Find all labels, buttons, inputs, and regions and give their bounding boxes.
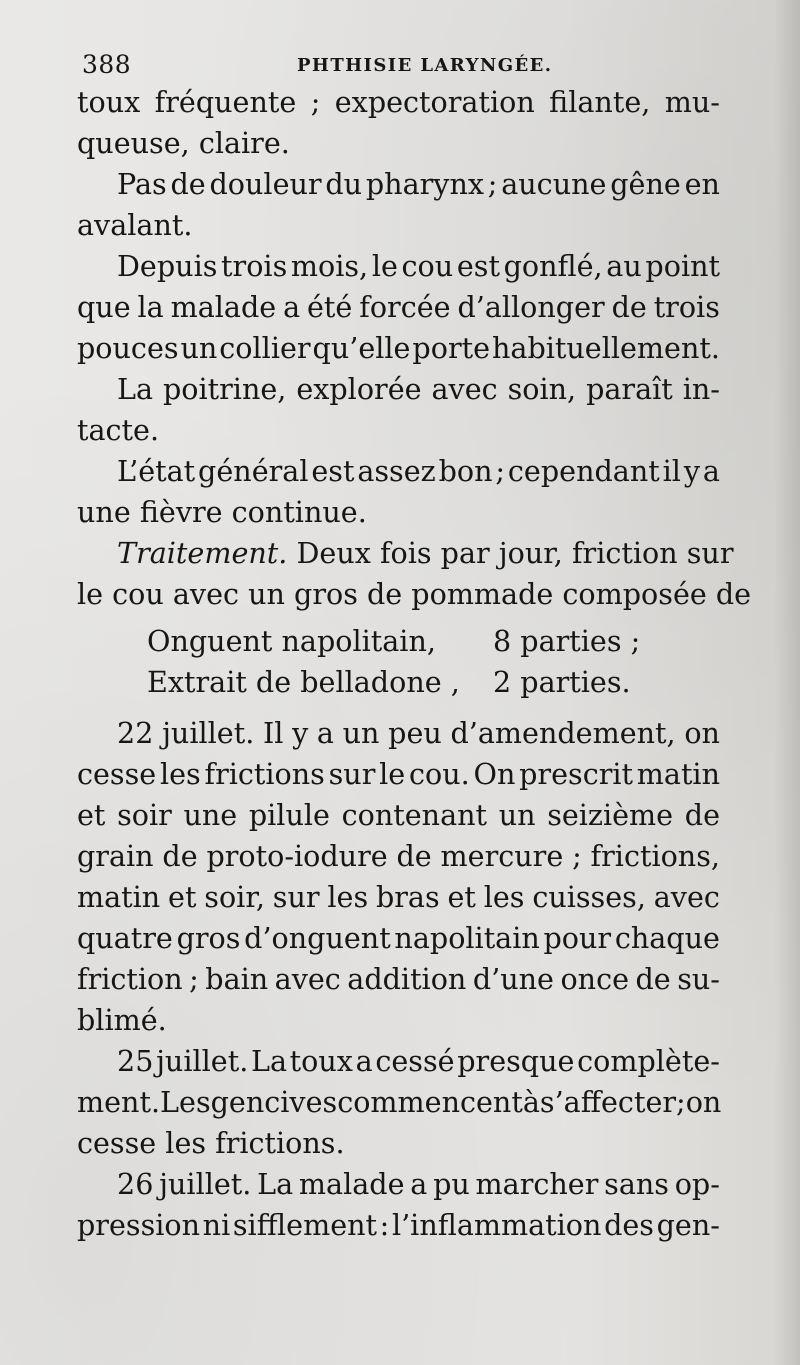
body-text [77,82,752,1246]
word: mu- [664,85,720,119]
treatment-lead: Deux fois par jour, friction sur [296,536,734,570]
word: on [684,716,720,750]
word: toux [77,85,141,119]
word: La [257,1167,294,1201]
word: prescrit [519,757,634,791]
word: paraît [586,372,673,406]
word: a [283,290,301,324]
word: On [473,757,516,791]
page-spine-shadow [774,0,800,1365]
text-line: le cou avec un gros de pommade composée de [77,577,752,611]
text-line [77,533,734,574]
word: juillet. [159,1167,252,1201]
word: su- [677,962,720,996]
word: a [316,716,334,750]
word: L’état [117,454,196,488]
word: d’allonger [457,290,605,324]
word: de [162,839,198,873]
word: a [410,1167,428,1201]
word: les [159,757,201,791]
word: addition [347,962,467,996]
word: La [250,1044,287,1078]
word: assez [357,454,436,488]
text-line [77,369,720,410]
word: en [684,167,720,201]
word: expectoration [334,85,535,119]
word: ni [202,1208,231,1242]
word: le [379,757,406,791]
word: proto-iodure [206,839,388,873]
word: sifflement [232,1208,378,1242]
word: gonflé, [503,249,603,283]
word: ; [572,839,582,873]
word: ; [189,962,199,996]
word: once [560,962,630,996]
word: aucune [501,167,607,201]
text-line [77,877,720,918]
word: gencives [210,1085,338,1119]
word: et [77,798,106,832]
word: à [522,1085,540,1119]
word: pouces [77,331,179,365]
word: un [342,716,380,750]
word: presque [457,1044,575,1078]
word: a [702,454,720,488]
text-line [77,713,720,754]
word: cessé [375,1044,455,1078]
word: in- [682,372,720,406]
word: contenant [341,798,488,832]
word: y [292,716,309,750]
word: est [456,249,500,283]
word: cependant [507,454,660,488]
word: pilule [248,798,330,832]
word: explorée [296,372,422,406]
word: quatre [77,921,173,955]
text-line: tacte. [77,413,160,447]
running-title: PHTHISIE LARYNGÉE. [297,55,553,76]
word: cou. [409,757,470,791]
word: pu [433,1167,470,1201]
text-line [77,246,720,287]
word: porte [412,331,491,365]
word: grain [77,839,154,873]
word: les [327,880,369,914]
text-line [77,82,720,123]
word: trois [221,249,288,283]
word: op- [674,1167,720,1201]
recipe-quantity: 2 parties. [493,665,631,699]
text-line [77,754,720,795]
word: La [117,372,154,406]
word: de [635,962,671,996]
word: napolitain [394,921,540,955]
word: frictions [204,757,325,791]
word: chaque [614,921,720,955]
word: marcher [475,1167,599,1201]
page-number: 388 [82,50,132,79]
word: des [604,1208,654,1242]
word: 22 [117,716,154,750]
text-line: une fièvre continue. [77,495,367,529]
word: la [137,290,164,324]
word: juillet. [162,716,255,750]
word: de [684,798,720,832]
text-line [77,795,720,836]
word: toux [289,1044,353,1078]
word: avec [274,962,341,996]
word: on [685,1085,722,1119]
word: ; [676,1085,686,1119]
word: juillet. [156,1044,249,1078]
word: peu [388,716,442,750]
word: malade [298,1167,405,1201]
word: pression [77,1208,201,1242]
recipe-row [77,621,720,662]
text-line [77,1041,720,1082]
word: un [498,798,536,832]
word: poitrine, [162,372,287,406]
word: l’inflammation [391,1208,602,1242]
text-line [77,1205,720,1246]
word: d’amendement, [450,716,676,750]
word: matin [77,880,161,914]
word: d’onguent [244,921,391,955]
text-line [77,328,720,369]
word: : [379,1208,390,1242]
word: que [77,290,131,324]
word: au [606,249,642,283]
word: soir, [204,880,265,914]
treatment-heading: Traitement. [117,536,288,570]
page-header [82,50,722,82]
word: commencent [337,1085,523,1119]
text-line: queuse, claire. [77,126,290,160]
word: sur [328,757,376,791]
recipe-row [77,662,720,703]
word: frictions, [590,839,720,873]
word: gêne [610,167,681,201]
word: une [183,798,238,832]
word: soin, [507,372,577,406]
word: et [447,880,476,914]
word: Il [262,716,284,750]
word: cuisses, [532,880,646,914]
word: a [355,1044,373,1078]
word: est [311,454,355,488]
word: Pas [117,167,167,201]
text-line [77,287,720,328]
word: friction [77,962,183,996]
word: Les [160,1085,211,1119]
text-line: avalant. [77,208,193,242]
word: avec [653,880,720,914]
word: complète- [577,1044,720,1078]
text-line [77,451,720,492]
text-line: blimé. [77,1003,167,1037]
word: un [180,331,218,365]
text-line [77,918,720,959]
word: pharynx [365,167,485,201]
recipe-ingredient: Extrait de belladone , [147,665,460,699]
word: collier [219,331,311,365]
word: et [168,880,197,914]
word: douleur [209,167,322,201]
word: les [483,880,525,914]
text-line [77,836,720,877]
word: bras [375,880,440,914]
word: matin [636,757,720,791]
word: mercure [440,839,564,873]
word: seizième [547,798,674,832]
word: habituellement. [491,331,720,365]
word: de [170,167,206,201]
text-line [77,1082,720,1123]
word: général [198,454,309,488]
text-line: cesse les frictions. [77,1126,345,1160]
word: le [371,249,398,283]
word: de [396,839,432,873]
word: filante, [549,85,651,119]
text-line [77,959,720,1000]
word: bon [438,454,493,488]
word: s’affecter [539,1085,677,1119]
word: été [307,290,353,324]
word: ; [495,454,506,488]
word: Depuis [117,249,218,283]
text-line [77,1164,720,1205]
word: forcée [359,290,451,324]
word: soir [117,798,172,832]
word: de [611,290,647,324]
recipe-quantity: 8 parties ; [493,624,641,658]
word: 25 [117,1044,154,1078]
word: sans [604,1167,669,1201]
word: avec [431,372,498,406]
word: malade [170,290,277,324]
word: 26 [117,1167,154,1201]
word: il [662,454,681,488]
recipe-list [77,621,720,703]
recipe-ingredient: Onguent napolitain, [147,624,436,658]
word: bain [205,962,269,996]
word: point [645,249,720,283]
word: gen- [656,1208,720,1242]
word: cesse [77,757,157,791]
word: d’une [472,962,554,996]
word: qu’elle [312,331,411,365]
word: du [325,167,363,201]
word: trois [653,290,720,324]
word: fréquente [154,85,297,119]
word: cou [401,249,454,283]
word: ment. [77,1085,161,1119]
word: mois, [290,249,369,283]
word: ; [310,85,321,119]
word: sur [272,880,320,914]
text-line [77,164,720,205]
word: gros [176,921,241,955]
word: y [683,454,700,488]
word: ; [487,167,498,201]
word: pour [543,921,612,955]
